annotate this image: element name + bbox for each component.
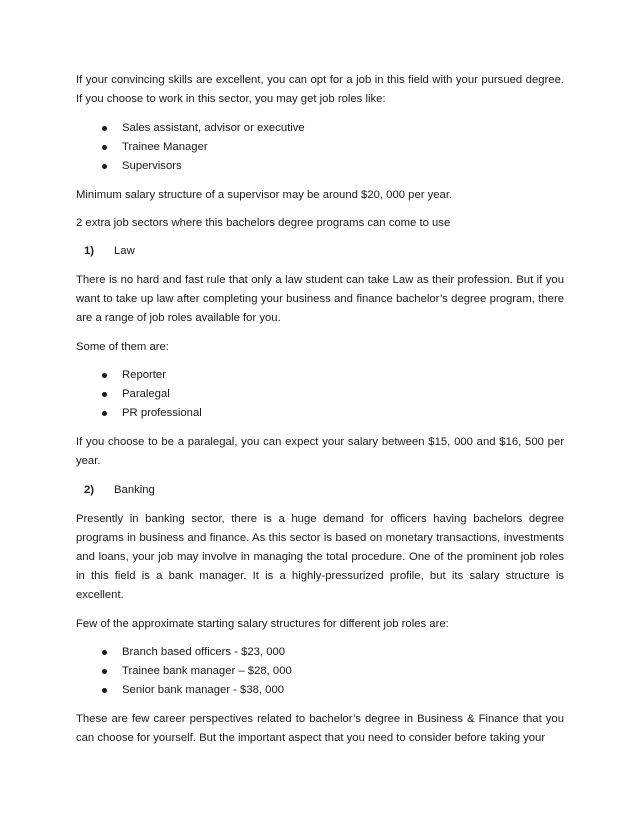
paragraph: If you choose to be a paralegal, you can expect your salary between $15, 000 and $16, 500 per year. bbox=[76, 436, 564, 467]
paragraph: Few of the approximate starting salary structures for different job roles are: bbox=[76, 618, 449, 630]
list-item-text: Paralegal bbox=[122, 388, 170, 400]
section-number: 2) bbox=[84, 484, 95, 496]
bullet-icon bbox=[102, 373, 107, 378]
section-number: 1) bbox=[84, 245, 95, 257]
paragraph: Presently in banking sector, there is a huge demand for officers having bachelors degree programs in business and finance. As this sector is based on monetary transactions, investments and loans, your job may involve in managing the total procedure. One of the prominent job roles in this field is a bank manager. It is a highly-pressurized profile, but its salary structure is excellent. bbox=[76, 513, 564, 601]
paragraph: 2 extra job sectors where this bachelors degree programs can come to use bbox=[76, 217, 451, 229]
paragraph: These are few career perspectives related to bachelor’s degree in Business & Finance that you can choose for yourself. But the important aspect that you need to consider before taking your bbox=[76, 713, 564, 744]
bullet-icon bbox=[102, 669, 107, 674]
bullet-icon bbox=[102, 145, 107, 150]
list-item-text: Trainee bank manager – $28, 000 bbox=[122, 665, 292, 677]
section-label: Law bbox=[114, 245, 135, 257]
paragraph: If your convincing skills are excellent, you can opt for a job in this field with your pursued degree. If you choose to work in this sector, you may get job roles like: bbox=[76, 74, 564, 105]
list-item-text: Sales assistant, advisor or executive bbox=[122, 122, 305, 134]
section-heading-banking bbox=[76, 481, 564, 500]
paragraph: Some of them are: bbox=[76, 341, 169, 353]
bullet-list-law-roles bbox=[76, 366, 564, 423]
list-item bbox=[76, 385, 564, 404]
list-item-text: Senior bank manager - $38, 000 bbox=[122, 684, 285, 696]
list-item-text: Supervisors bbox=[122, 160, 182, 172]
list-item bbox=[76, 157, 564, 176]
paragraph: There is no hard and fast rule that only a law student can take Law as their profession. But if you want to take up law after completing your business and finance bachelor’s degree program, there are a range of job roles available for you. bbox=[76, 274, 564, 324]
list-item bbox=[76, 138, 564, 157]
bullet-icon bbox=[102, 411, 107, 416]
list-item-text: Trainee Manager bbox=[122, 141, 208, 153]
bullet-icon bbox=[102, 688, 107, 693]
document-body bbox=[76, 71, 564, 758]
list-item-text: PR professional bbox=[122, 407, 202, 419]
list-item-text: Reporter bbox=[122, 369, 166, 381]
bullet-icon bbox=[102, 392, 107, 397]
list-item bbox=[76, 662, 564, 681]
list-item bbox=[76, 681, 564, 700]
list-item bbox=[76, 119, 564, 138]
paragraph: Minimum salary structure of a supervisor may be around $20, 000 per year. bbox=[76, 189, 453, 201]
list-item bbox=[76, 366, 564, 385]
bullet-icon bbox=[102, 650, 107, 655]
bullet-list-job-roles bbox=[76, 119, 564, 176]
bullet-list-salaries bbox=[76, 643, 564, 700]
bullet-icon bbox=[102, 126, 107, 131]
bullet-icon bbox=[102, 164, 107, 169]
list-item bbox=[76, 643, 564, 662]
section-label: Banking bbox=[114, 484, 155, 496]
list-item-text: Branch based officers - $23, 000 bbox=[122, 646, 286, 658]
list-item bbox=[76, 404, 564, 423]
section-heading-law bbox=[76, 242, 564, 261]
